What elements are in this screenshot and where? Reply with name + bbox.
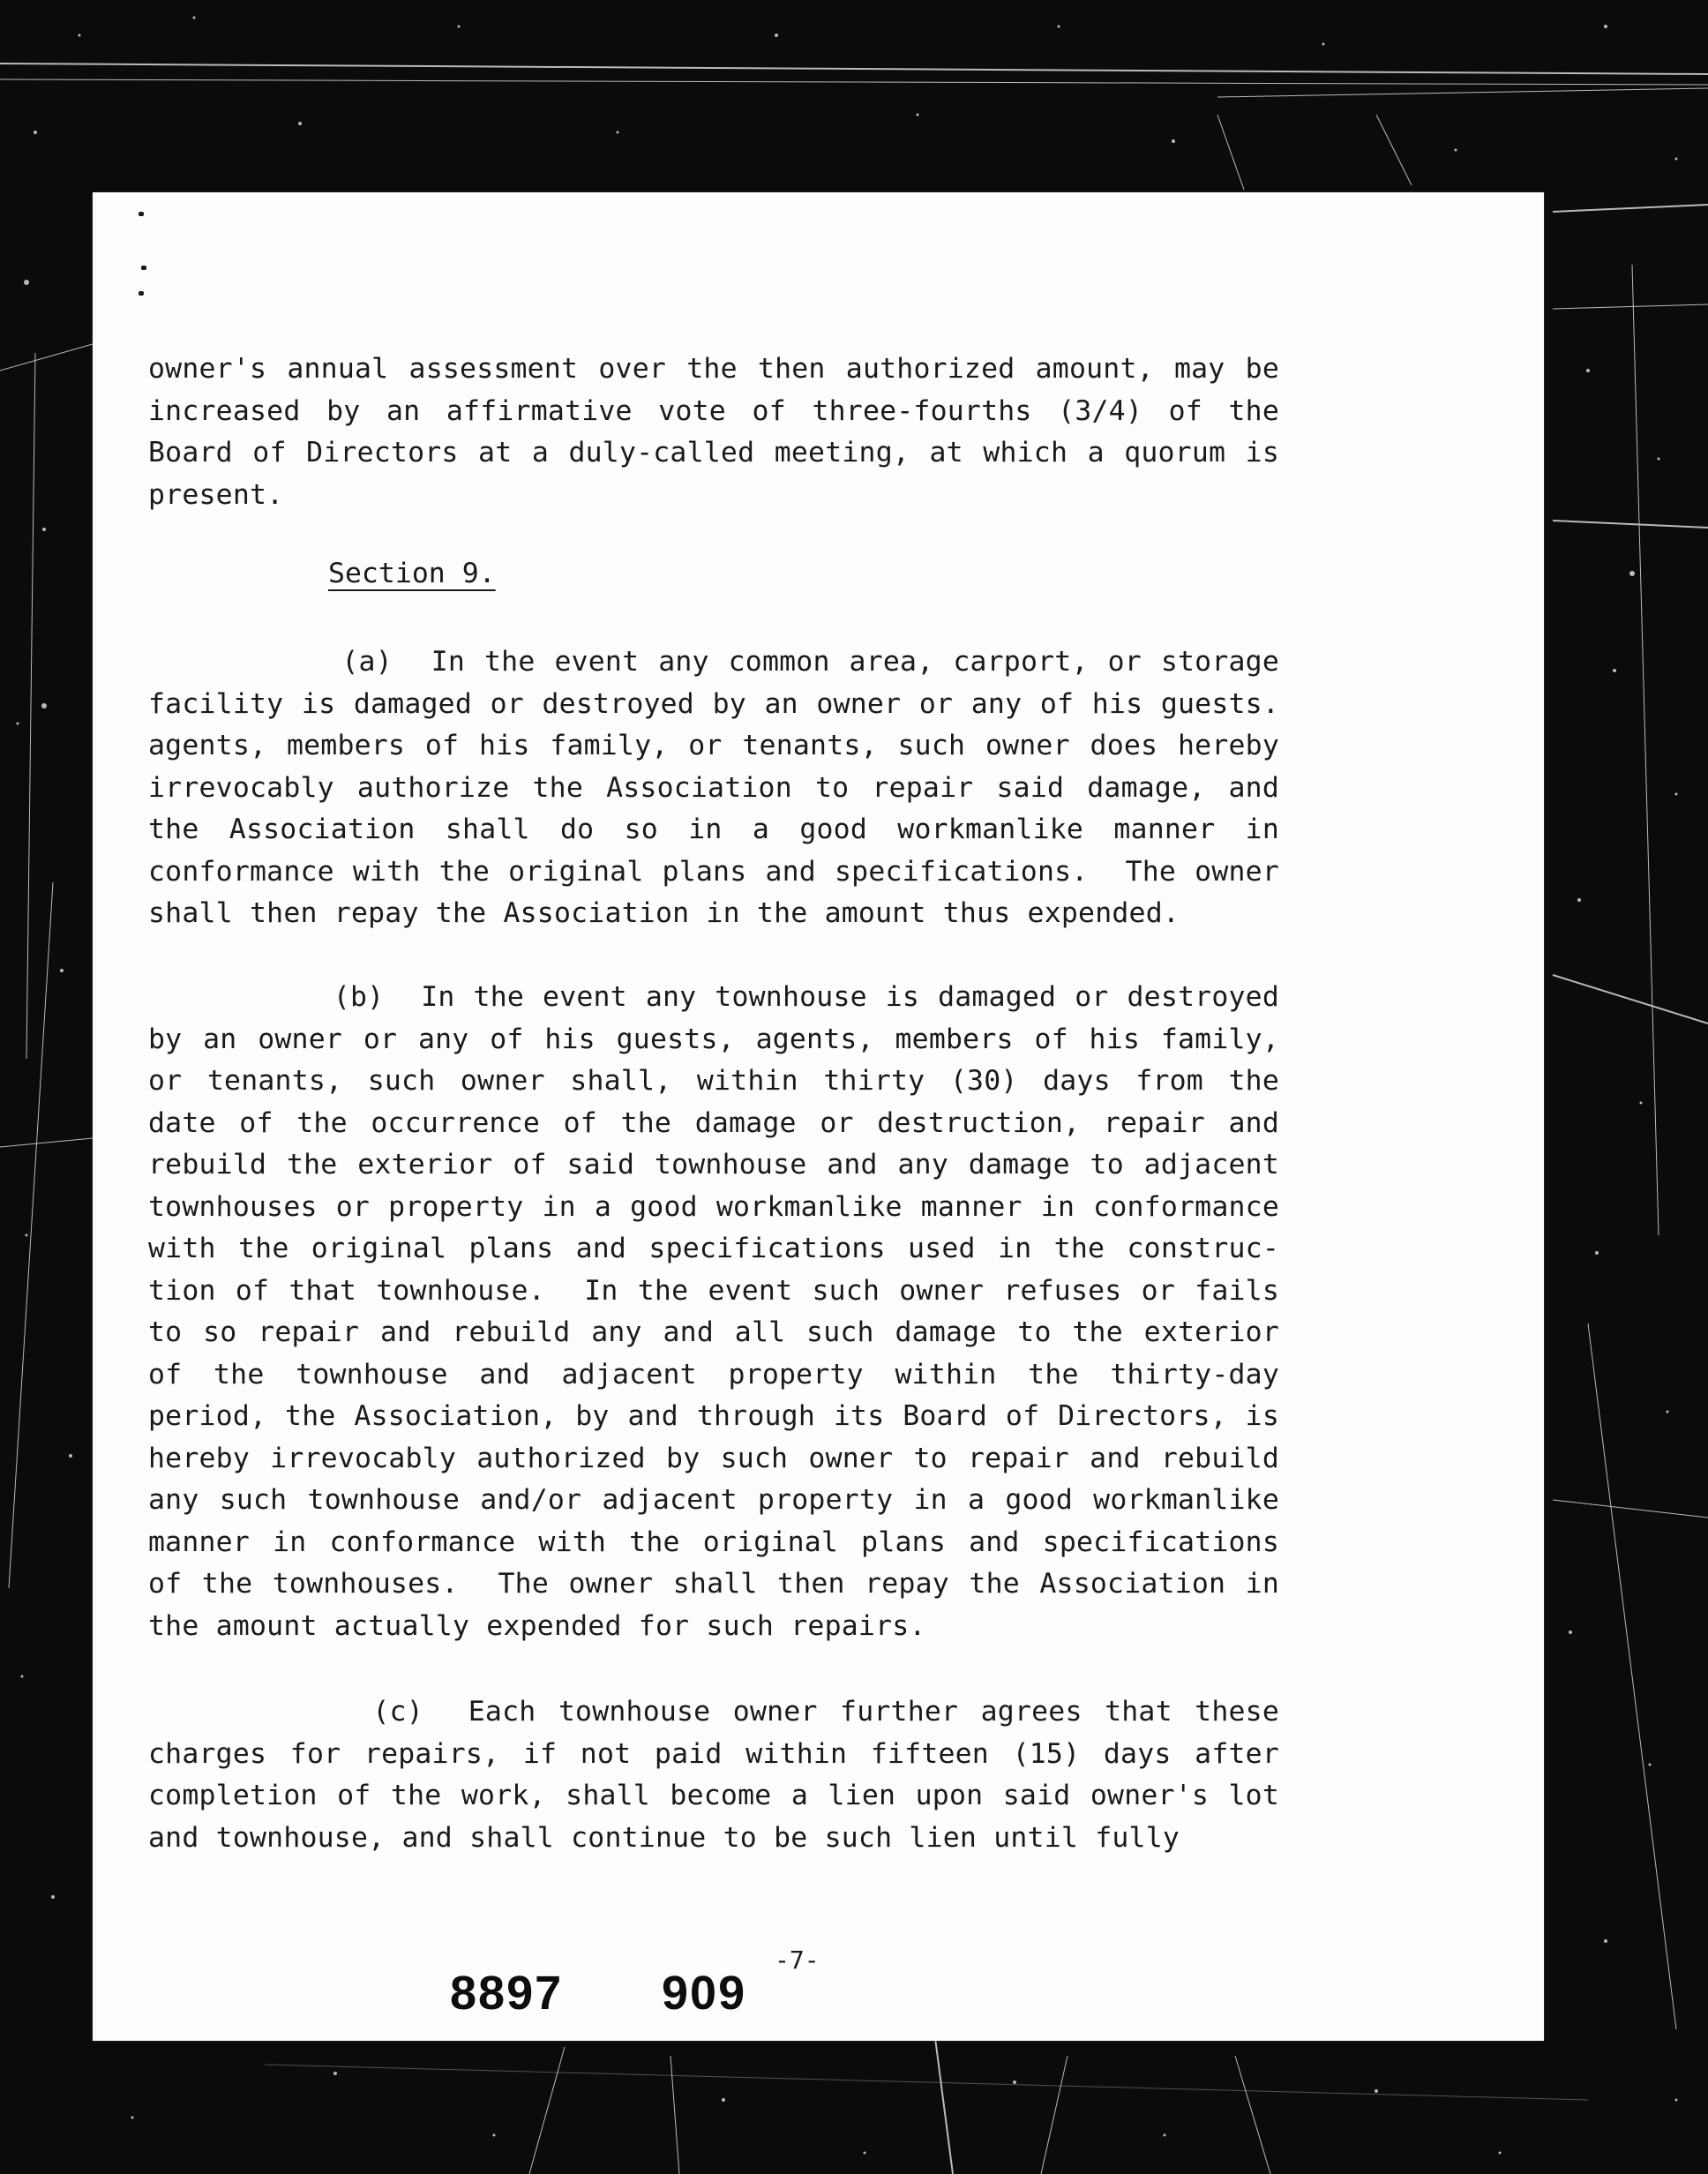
text-line: and townhouse, and shall continue to be such lien until fully: [148, 1821, 1180, 1854]
text-line: facility is damaged or destroyed by an owner or any of his guests.: [148, 687, 1279, 720]
intro-paragraph: [148, 349, 1279, 516]
text-line: tion of that townhouse. In the event such owner refuses or fails: [148, 1274, 1279, 1307]
text-line: by an owner or any of his guests, agents, members of his family,: [148, 1023, 1279, 1055]
text-line: of the townhouses. The owner shall then repay the Association in: [148, 1568, 1279, 1600]
text-line: Board of Directors at a duly-called meeting, at which a quorum is: [148, 437, 1279, 469]
text-line: with the original plans and specifications used in the construc-: [148, 1233, 1279, 1264]
margin-speck: [139, 291, 144, 296]
text-line: agents, members of his family, or tenants, such owner does hereby: [148, 730, 1279, 761]
text-line: to so repair and rebuild any and all such damage to the exterior: [148, 1316, 1279, 1348]
paragraph-a: [148, 641, 1279, 935]
text-line: irrevocably authorize the Association to repair said damage, and: [148, 771, 1279, 804]
text-line: increased by an affirmative vote of three-fourths (3/4) of the: [148, 394, 1279, 427]
text-line: the Association shall do so in a good workmanlike manner in: [148, 813, 1279, 845]
text-line: period, the Association, by and through its Board of Directors, is: [148, 1400, 1279, 1432]
text-line: shall then repay the Association in the amount thus expended.: [148, 897, 1180, 929]
text-line: any such townhouse and/or adjacent property in a good workmanlike: [148, 1484, 1279, 1516]
text-line: date of the occurrence of the damage or destruction, repair and: [148, 1106, 1279, 1139]
text-line: (a) In the event any common area, carport, or storage: [148, 646, 1279, 678]
page-reference: 909: [662, 1967, 747, 2020]
text-line: of the townhouse and adjacent property within the thirty-day: [148, 1358, 1279, 1391]
text-line: owner's annual assessment over the then authorized amount, may be: [148, 353, 1279, 385]
page-number: -7-: [775, 1945, 820, 1975]
margin-speck: [141, 266, 146, 270]
text-line: hereby irrevocably authorized by such owner to repair and rebuild: [148, 1442, 1279, 1474]
section-heading: Section 9.: [328, 558, 496, 589]
paragraph-c: [148, 1691, 1279, 1859]
text-line: or tenants, such owner shall, within thirty (30) days from the: [148, 1065, 1279, 1097]
text-line: completion of the work, shall become a lien upon said owner's lot: [148, 1780, 1279, 1811]
paragraph-b: [148, 977, 1279, 1647]
book-number: 8897: [450, 1967, 564, 2020]
text-line: the amount actually expended for such repairs.: [148, 1609, 926, 1642]
text-line: rebuild the exterior of said townhouse and any damage to adjacent: [148, 1149, 1279, 1181]
text-line: townhouses or property in a good workmanlike manner in conformance: [148, 1190, 1279, 1223]
text-line: conformance with the original plans and specifications. The owner: [148, 855, 1279, 888]
text-line: present.: [148, 478, 284, 511]
text-line: manner in conformance with the original plans and specifications: [148, 1526, 1279, 1558]
text-line: (b) In the event any townhouse is damaged or destroyed: [148, 981, 1279, 1013]
text-line: (c) Each townhouse owner further agrees that these: [148, 1696, 1279, 1728]
text-line: charges for repairs, if not paid within fifteen (15) days after: [148, 1737, 1279, 1770]
margin-speck: [139, 212, 144, 216]
